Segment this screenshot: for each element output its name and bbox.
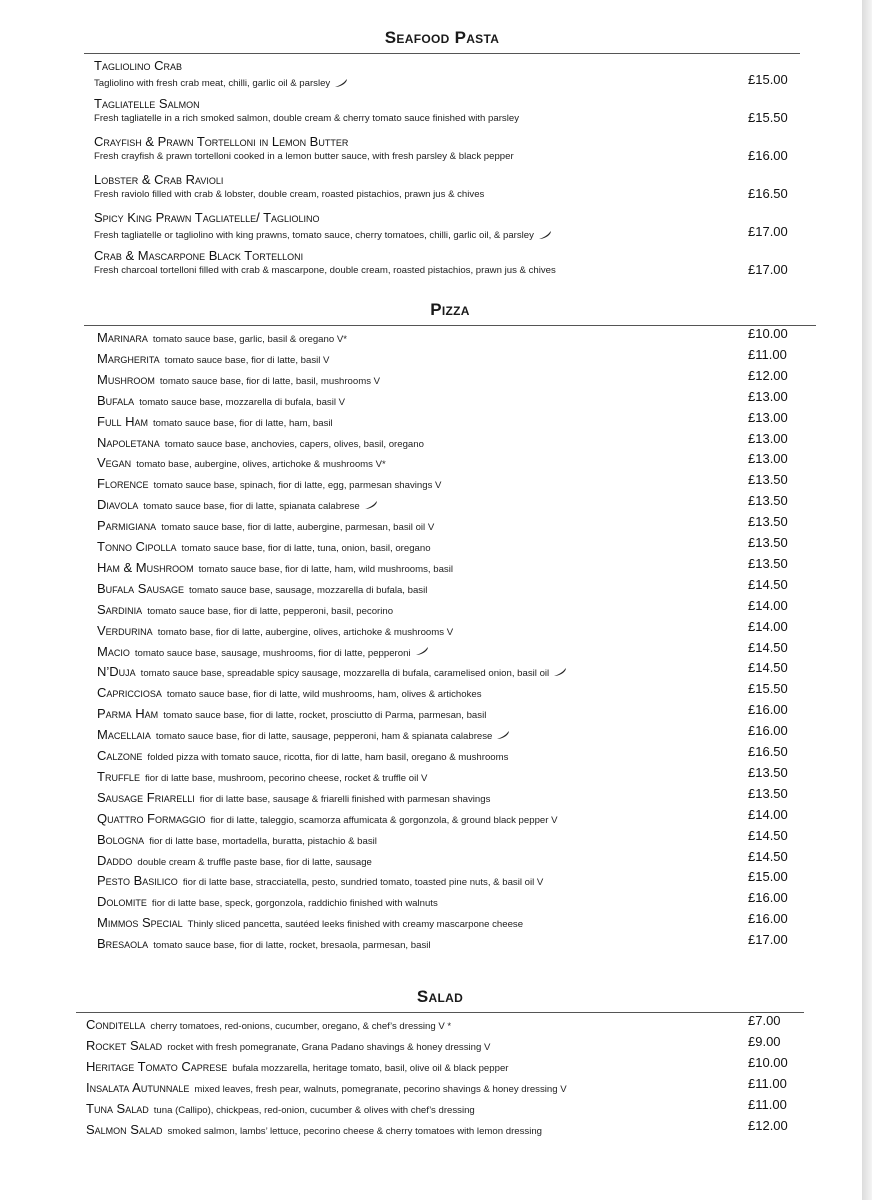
item-line: [86, 1016, 451, 1034]
item-description: Fresh crayfish & prawn tortelloni cooked in a lemon butter sauce, with fresh parsley & black pepper: [94, 151, 514, 162]
item-name: Mimmos Special: [97, 915, 183, 931]
menu-item: [76, 1034, 804, 1057]
section-title-pizza: Pizza: [430, 300, 470, 319]
item-description: cherry tomatoes, red-onions, cucumber, oregano, & chef’s dressing V *: [150, 1021, 452, 1032]
item-line: [97, 601, 393, 619]
item-price: £13.00: [748, 430, 788, 446]
item-description: tomato sauce base, mozzarella di bufala, basil V: [139, 396, 346, 408]
item-price: £16.50: [748, 744, 788, 759]
item-price: £12.00: [748, 1118, 788, 1133]
item-line: [97, 914, 523, 932]
item-line: [86, 1058, 508, 1076]
item-line: [97, 852, 372, 870]
pizza-section: [84, 300, 816, 966]
item-description: fior di latte base, mushroom, pecorino cheese, rocket & truffle oil V: [144, 772, 428, 784]
item-description: tuna (Callipo), chickpeas, red-onion, cucumber & olives with chef’s dressing: [153, 1105, 475, 1116]
item-line: [97, 559, 453, 577]
item-name: Napoletana: [97, 434, 160, 450]
item-name: Tagliatelle Salmon: [94, 96, 200, 111]
item-price: £13.00: [748, 451, 788, 467]
item-price: £14.00: [748, 806, 788, 822]
pizza-list: [84, 326, 816, 966]
item-price: £16.00: [748, 723, 788, 739]
section-title-seafood-pasta: Seafood Pasta: [384, 28, 500, 47]
item-price: £13.50: [748, 472, 788, 488]
item-name: N’Duja: [97, 664, 136, 680]
item-price: £14.50: [748, 639, 788, 655]
item-description: Fresh tagliatelle in a rich smoked salmon, double cream & cherry tomato sauce finished with parsley: [94, 113, 519, 124]
menu-item: [84, 911, 816, 934]
item-description: tomato sauce base, fior di latte, basil V: [164, 354, 330, 366]
menu-item: [84, 346, 816, 370]
item-price: £14.50: [748, 827, 788, 843]
menu-item: [76, 1097, 804, 1120]
item-price: £13.50: [748, 514, 788, 530]
menu-item: [84, 134, 800, 172]
item-price: £11.00: [748, 1097, 787, 1112]
item-name: Vegan: [97, 455, 132, 471]
menu-item: [84, 367, 816, 391]
item-price: £16.50: [748, 186, 788, 201]
menu-item: [84, 388, 816, 412]
menu-item: [84, 493, 816, 516]
item-name: Pesto Basilico: [97, 873, 178, 889]
menu-item: [84, 576, 816, 600]
item-price: £17.00: [748, 932, 788, 948]
menu-item: [84, 681, 816, 704]
item-description: smoked salmon, lambs’ lettuce, pecorino cheese & cherry tomatoes with lemon dressing: [167, 1126, 542, 1137]
item-price: £15.50: [748, 110, 788, 125]
item-price: £13.50: [748, 785, 788, 801]
item-description: tomato sauce base, spreadable spicy sausage, mozzarella di bufala, caramelised onion, basil oil: [140, 668, 550, 680]
item-price: £15.00: [748, 869, 788, 885]
item-name: Parmigiana: [97, 518, 157, 534]
item-description: fior di latte base, mortadella, buratta, pistachio & basil: [149, 835, 377, 847]
menu-item: [84, 58, 800, 96]
item-description: Fresh raviolo filled with crab & lobster, double cream, roasted pistachios, prawn jus & chives: [94, 189, 485, 200]
menu-item: [84, 451, 816, 474]
menu-item: [84, 848, 816, 872]
menu-item: [84, 172, 800, 210]
item-line: [97, 705, 486, 723]
menu-item: [84, 96, 800, 134]
item-description: fior di latte, taleggio, scamorza affumicata & gorgonzola, & ground black pepper V: [210, 814, 558, 826]
item-line: [97, 392, 345, 410]
item-name: Rocket Salad: [86, 1038, 163, 1053]
item-line: [97, 434, 424, 452]
item-price: £14.50: [748, 848, 788, 864]
item-name: Bologna: [97, 831, 145, 847]
item-name: Margherita: [97, 350, 160, 366]
item-name: Marinara: [97, 330, 148, 345]
item-description: tomato sauce base, spinach, fior di latte, egg, parmesan shavings V: [153, 480, 442, 492]
item-name: Capricciosa: [97, 685, 162, 701]
item-line: [97, 643, 429, 661]
item-name: Mushroom: [97, 371, 155, 387]
item-description: tomato sauce base, fior di latte, aubergine, parmesan, basil oil V: [161, 522, 435, 534]
menu-item: [84, 639, 816, 663]
item-description: tomato sauce base, fior di latte, ham, basil: [152, 417, 333, 429]
menu-item: [84, 248, 800, 286]
item-name: Quattro Formaggio: [97, 810, 206, 826]
item-name: Macio: [97, 643, 130, 659]
item-name: Heritage Tomato Caprese: [86, 1059, 228, 1074]
menu-item: [84, 535, 816, 558]
item-line: [97, 872, 543, 890]
item-price: £13.00: [748, 388, 788, 404]
item-price: £7.00: [748, 1013, 781, 1028]
item-description: tomato sauce base, fior di latte, basil, mushrooms V: [159, 375, 381, 387]
menu-item: [84, 409, 816, 433]
item-price: £13.50: [748, 535, 788, 550]
salad-list: [76, 1013, 804, 1153]
item-description: rocket with fresh pomegranate, Grana Padano shavings & honey dressing V: [167, 1042, 491, 1053]
item-line: [97, 663, 567, 681]
chili-icon: [496, 730, 510, 740]
chili-icon: [364, 500, 378, 510]
item-price: £13.00: [748, 409, 788, 425]
item-line: [97, 350, 329, 368]
item-name: Tonno Cipolla: [97, 539, 177, 554]
item-price: £16.00: [748, 148, 788, 163]
item-price: £9.00: [748, 1034, 781, 1049]
item-line: [97, 893, 438, 911]
item-description: Fresh tagliatelle or tagliolino with king prawns, tomato sauce, cherry tomatoes, chilli, garlic oil, & parsley: [94, 230, 552, 241]
item-price: £14.50: [748, 660, 788, 676]
menu-item: [84, 430, 816, 454]
item-description: Fresh charcoal tortelloni filled with crab & mascarpone, double cream, roasted pistachios, prawn jus & chives: [94, 265, 556, 276]
item-name: Truffle: [97, 768, 140, 784]
item-name: Verdurina: [97, 622, 153, 638]
item-description: folded pizza with tomato sauce, ricotta, fior di latte, ham basil, oregano & mushrooms: [147, 752, 509, 763]
menu-item: [84, 932, 816, 955]
item-line: [97, 413, 333, 431]
item-description: tomato sauce base, garlic, basil & oregano V*: [152, 334, 347, 345]
item-price: £11.00: [748, 1076, 787, 1091]
item-line: [97, 768, 427, 786]
item-price: £14.00: [748, 597, 788, 613]
item-price: £15.00: [748, 72, 788, 87]
item-name: Diavola: [97, 497, 139, 513]
item-line: [86, 1100, 475, 1118]
menu-item: [84, 210, 800, 248]
menu-item: [84, 326, 816, 349]
item-description: tomato sauce base, fior di latte, sausage, pepperoni, ham & spianata calabrese: [155, 731, 493, 743]
item-description: tomato sauce base, fior di latte, wild mushrooms, ham, olives & artichokes: [166, 689, 482, 701]
item-description: tomato sauce base, fior di latte, rocket, prosciutto di Parma, parmesan, basil: [163, 710, 487, 722]
salad-section: [76, 987, 804, 1153]
item-name: Bresaola: [97, 936, 149, 952]
seafood-list: [84, 54, 800, 284]
item-price: £16.00: [748, 890, 788, 906]
item-price: £14.00: [748, 618, 788, 634]
item-price: £17.00: [748, 262, 788, 277]
menu-item: [84, 764, 816, 788]
item-line: [97, 580, 427, 598]
seafood-pasta-section: [84, 28, 800, 284]
item-price: £15.50: [748, 681, 788, 697]
item-line: [86, 1037, 490, 1055]
item-description: tomato sauce base, fior di latte, tuna, onion, basil, oregano: [181, 543, 431, 554]
menu-item: [84, 618, 816, 642]
item-line: [97, 747, 508, 765]
menu-item: [84, 472, 816, 495]
item-name: Dolomite: [97, 894, 147, 910]
item-price: £17.00: [748, 224, 788, 239]
item-name: Bufala: [97, 392, 135, 408]
item-name: Parma Ham: [97, 706, 159, 722]
menu-item: [76, 1055, 804, 1078]
chili-icon: [334, 78, 348, 88]
item-line: [97, 517, 434, 535]
item-name: Tagliolino Crab: [94, 58, 182, 73]
item-description: tomato sauce base, sausage, mushrooms, fior di latte, pepperoni: [134, 647, 411, 659]
item-description: tomato sauce base, fior di latte, spianata calabrese: [143, 501, 360, 513]
item-line: [97, 726, 510, 744]
item-price: £16.00: [748, 911, 788, 927]
menu-item: [84, 514, 816, 537]
item-price: £10.00: [748, 326, 788, 341]
item-price: £13.50: [748, 764, 788, 780]
page-edge: [862, 0, 872, 1200]
item-name: Conditella: [86, 1017, 146, 1032]
menu-item: [84, 785, 816, 809]
item-description: Tagliolino with fresh crab meat, chilli, garlic oil & parsley: [94, 78, 348, 89]
chili-icon: [415, 646, 429, 656]
item-description: tomato base, aubergine, olives, artichoke & mushrooms V*: [136, 459, 386, 471]
item-name: Macellaia: [97, 727, 151, 743]
menu-item: [84, 723, 816, 746]
item-name: Ham & Mushroom: [97, 559, 194, 575]
item-line: [97, 789, 490, 807]
menu-item: [76, 1118, 804, 1141]
item-name: Sardinia: [97, 601, 143, 617]
item-description: tomato sauce base, anchovies, capers, olives, basil, oregano: [164, 438, 424, 450]
item-description: fior di latte base, speck, gorgonzola, raddichio finished with walnuts: [151, 898, 438, 910]
item-line: [97, 684, 482, 702]
item-line: [97, 454, 386, 472]
menu-item: [84, 827, 816, 851]
item-name: Lobster & Crab Ravioli: [94, 172, 224, 187]
item-price: £11.00: [748, 346, 787, 362]
item-line: [97, 496, 378, 514]
item-price: £13.50: [748, 555, 788, 571]
menu-item: [84, 890, 816, 913]
item-name: Spicy King Prawn Tagliatelle/ Tagliolino: [94, 210, 320, 225]
item-name: Crayfish & Prawn Tortelloni in Lemon Butter: [94, 134, 349, 149]
item-line: [97, 538, 431, 556]
item-line: [97, 475, 441, 493]
item-line: [86, 1079, 567, 1097]
item-description: tomato sauce base, fior di latte, rocket, bresaola, parmesan, basil: [153, 940, 431, 952]
item-description: Thinly sliced pancetta, sautéed leeks finished with creamy mascarpone cheese: [187, 919, 524, 931]
menu-item: [76, 1076, 804, 1099]
item-name: Daddo: [97, 852, 133, 868]
menu-item: [84, 744, 816, 767]
chili-icon: [538, 230, 552, 240]
item-name: Full Ham: [97, 413, 148, 429]
item-description: double cream & truffle paste base, fior di latte, sausage: [137, 856, 372, 868]
item-line: [97, 622, 453, 640]
item-description: tomato sauce base, fior di latte, pepperoni, basil, pecorino: [147, 605, 394, 617]
menu-item: [84, 660, 816, 683]
section-title-salad: Salad: [416, 987, 464, 1006]
menu-item: [76, 1013, 804, 1036]
item-description: bufala mozzarella, heritage tomato, basil, olive oil & black pepper: [232, 1063, 509, 1074]
item-line: [97, 371, 380, 389]
item-name: Florence: [97, 476, 149, 492]
item-name: Calzone: [97, 748, 143, 763]
menu-item: [84, 806, 816, 830]
item-price: £16.00: [748, 702, 788, 718]
chili-icon: [553, 667, 567, 677]
menu-item: [84, 869, 816, 892]
item-description: tomato sauce base, fior di latte, ham, wild mushrooms, basil: [198, 563, 453, 575]
item-description: mixed leaves, fresh pear, walnuts, pomegranate, pecorino shavings & honey dressing V: [194, 1084, 567, 1095]
menu-item: [84, 555, 816, 579]
item-line: [97, 810, 558, 828]
item-name: Tuna Salad: [86, 1101, 149, 1116]
item-price: £12.00: [748, 367, 788, 383]
item-description: fior di latte base, sausage & friarelli finished with parmesan shavings: [199, 793, 491, 805]
item-price: £10.00: [748, 1055, 788, 1070]
menu-item: [84, 597, 816, 621]
item-name: Insalata Autunnale: [86, 1080, 190, 1095]
item-price: £14.50: [748, 576, 788, 592]
item-name: Salmon Salad: [86, 1122, 163, 1137]
item-line: [97, 329, 347, 347]
item-price: £13.50: [748, 493, 788, 509]
item-description: fior di latte base, stracciatella, pesto, sundried tomato, toasted pine nuts, & basil oil V: [182, 877, 544, 889]
item-line: [86, 1121, 542, 1139]
menu-item: [84, 702, 816, 725]
item-description: tomato base, fior di latte, aubergine, olives, artichoke & mushrooms V: [157, 626, 454, 638]
item-name: Crab & Mascarpone Black Tortelloni: [94, 248, 304, 263]
item-name: Bufala Sausage: [97, 580, 184, 596]
item-name: Sausage Friarelli: [97, 789, 195, 805]
item-line: [97, 935, 431, 953]
item-line: [97, 831, 377, 849]
item-description: tomato sauce base, sausage, mozzarella di bufala, basil: [188, 584, 428, 596]
